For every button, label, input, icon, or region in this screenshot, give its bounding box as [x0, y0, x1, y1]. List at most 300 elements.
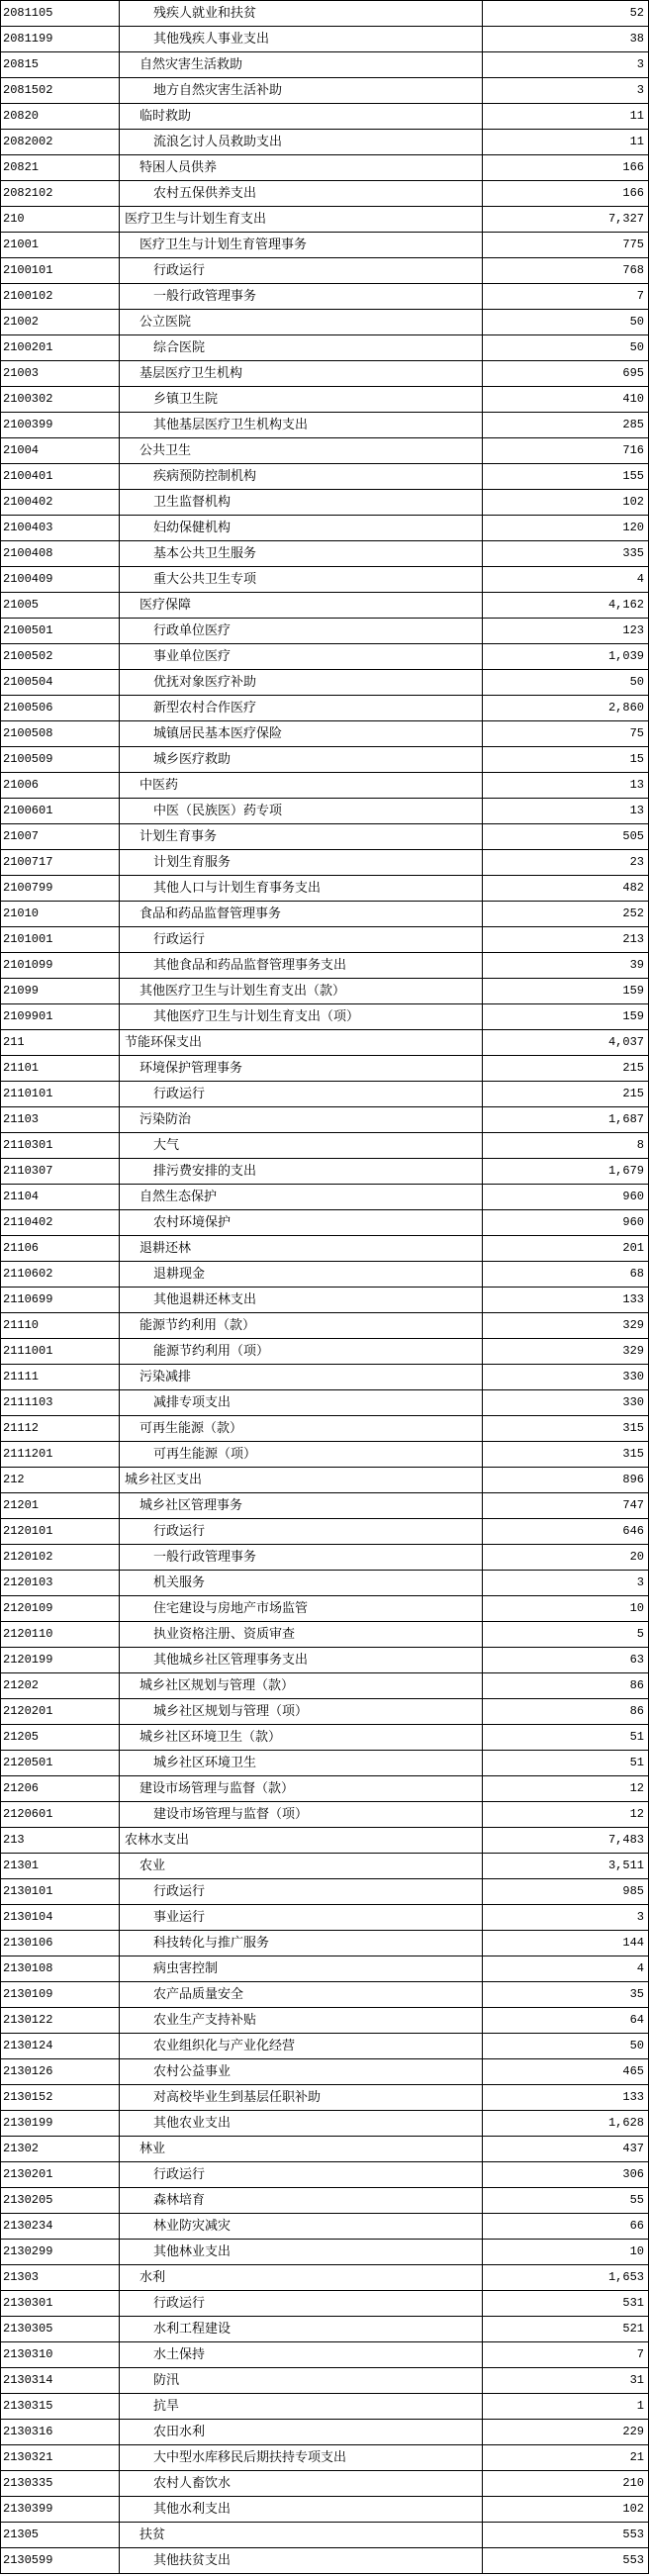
table-row	[0, 696, 649, 721]
table-row	[0, 773, 649, 799]
table-row	[0, 1905, 649, 1931]
row-value: 52	[483, 1, 649, 26]
row-value: 285	[483, 413, 649, 437]
row-value: 329	[483, 1339, 649, 1364]
row-name: 对高校毕业生到基层任职补助	[120, 2085, 483, 2110]
table-row	[0, 824, 649, 850]
row-name: 其他城乡社区管理事务支出	[120, 1648, 483, 1672]
row-code: 213	[0, 1828, 120, 1853]
table-row	[0, 1004, 649, 1030]
row-value: 768	[483, 258, 649, 283]
row-value: 3	[483, 78, 649, 103]
row-code: 21301	[0, 1854, 120, 1878]
row-value: 4,162	[483, 593, 649, 618]
table-row	[0, 2291, 649, 2317]
row-code: 2130599	[0, 2548, 120, 2573]
row-code: 2100409	[0, 567, 120, 592]
row-value: 11	[483, 130, 649, 154]
row-name: 城镇居民基本医疗保险	[120, 721, 483, 746]
row-value: 1,039	[483, 644, 649, 669]
row-name: 病虫害控制	[120, 1956, 483, 1981]
row-name: 农田水利	[120, 2420, 483, 2444]
row-name: 节能环保支出	[120, 1030, 483, 1055]
row-name: 自然生态保护	[120, 1185, 483, 1209]
row-code: 2130310	[0, 2342, 120, 2367]
table-row	[0, 2188, 649, 2214]
row-name: 基本公共卫生服务	[120, 541, 483, 566]
table-row	[0, 2394, 649, 2420]
row-name: 水利	[120, 2265, 483, 2290]
row-name: 其他退耕还林支出	[120, 1288, 483, 1312]
row-code: 2130122	[0, 2008, 120, 2033]
row-code: 2120102	[0, 1545, 120, 1570]
row-code: 2130321	[0, 2445, 120, 2470]
table-row	[0, 2317, 649, 2342]
row-value: 10	[483, 2240, 649, 2264]
row-value: 75	[483, 721, 649, 746]
row-code: 2100717	[0, 850, 120, 875]
row-name: 农业生产支持补贴	[120, 2008, 483, 2033]
row-name: 农业	[120, 1854, 483, 1878]
row-value: 1,628	[483, 2111, 649, 2136]
row-code: 2130199	[0, 2111, 120, 2136]
row-code: 212	[0, 1468, 120, 1492]
row-name: 城乡医疗救助	[120, 747, 483, 772]
row-value: 159	[483, 979, 649, 1003]
table-row	[0, 387, 649, 413]
table-row	[0, 902, 649, 927]
row-code: 21101	[0, 1056, 120, 1081]
row-name: 基层医疗卫生机构	[120, 361, 483, 386]
row-code: 2130101	[0, 1879, 120, 1904]
table-row	[0, 953, 649, 979]
row-code: 2130152	[0, 2085, 120, 2110]
row-code: 2130299	[0, 2240, 120, 2264]
row-code: 21202	[0, 1673, 120, 1698]
row-code: 2081199	[0, 27, 120, 51]
table-row	[0, 52, 649, 78]
row-value: 521	[483, 2317, 649, 2341]
table-row	[0, 1288, 649, 1313]
row-value: 330	[483, 1365, 649, 1389]
row-code: 2110301	[0, 1133, 120, 1158]
table-row	[0, 644, 649, 670]
row-code: 2100408	[0, 541, 120, 566]
table-row	[0, 438, 649, 464]
row-name: 可再生能源（项）	[120, 1442, 483, 1467]
table-row	[0, 1648, 649, 1673]
table-row	[0, 1390, 649, 1416]
row-name: 卫生监督机构	[120, 490, 483, 515]
table-row	[0, 619, 649, 644]
row-value: 51	[483, 1751, 649, 1775]
row-name: 林业	[120, 2137, 483, 2161]
row-value: 201	[483, 1236, 649, 1261]
row-code: 2130301	[0, 2291, 120, 2316]
table-row	[0, 1802, 649, 1828]
row-value: 215	[483, 1056, 649, 1081]
row-value: 123	[483, 619, 649, 643]
row-name: 水土保持	[120, 2342, 483, 2367]
row-value: 315	[483, 1442, 649, 1467]
row-name: 森林培育	[120, 2188, 483, 2213]
table-row	[0, 2034, 649, 2059]
table-row	[0, 2008, 649, 2034]
row-value: 155	[483, 464, 649, 489]
row-name: 计划生育事务	[120, 824, 483, 849]
table-row	[0, 2137, 649, 2162]
row-value: 21	[483, 2445, 649, 2470]
row-name: 退耕现金	[120, 1262, 483, 1287]
row-value: 716	[483, 438, 649, 463]
row-value: 31	[483, 2368, 649, 2393]
row-code: 210	[0, 207, 120, 232]
row-name: 流浪乞讨人员救助支出	[120, 130, 483, 154]
row-name: 残疾人就业和扶贫	[120, 1, 483, 26]
row-name: 防汛	[120, 2368, 483, 2393]
row-code: 2100601	[0, 799, 120, 823]
row-value: 4,037	[483, 1030, 649, 1055]
row-name: 行政运行	[120, 2162, 483, 2187]
row-value: 68	[483, 1262, 649, 1287]
row-name: 行政单位医疗	[120, 619, 483, 643]
table-row	[0, 490, 649, 516]
table-row	[0, 1699, 649, 1725]
table-row	[0, 1622, 649, 1648]
row-name: 特困人员供养	[120, 155, 483, 180]
row-value: 4	[483, 1956, 649, 1981]
row-name: 医疗卫生与计划生育管理事务	[120, 233, 483, 257]
row-code: 21004	[0, 438, 120, 463]
table-row	[0, 464, 649, 490]
row-code: 21005	[0, 593, 120, 618]
row-code: 2120101	[0, 1519, 120, 1544]
row-code: 2101099	[0, 953, 120, 978]
row-name: 农村人畜饮水	[120, 2471, 483, 2496]
table-row	[0, 2111, 649, 2137]
row-value: 55	[483, 2188, 649, 2213]
row-value: 410	[483, 387, 649, 412]
row-name: 重大公共卫生专项	[120, 567, 483, 592]
row-code: 21110	[0, 1313, 120, 1338]
row-name: 一般行政管理事务	[120, 1545, 483, 1570]
row-name: 其他人口与计划生育事务支出	[120, 876, 483, 901]
row-code: 21001	[0, 233, 120, 257]
row-code: 2100403	[0, 516, 120, 540]
table-row	[0, 1879, 649, 1905]
table-row	[0, 233, 649, 258]
table-row	[0, 876, 649, 902]
row-name: 执业资格注册、资质审查	[120, 1622, 483, 1647]
row-code: 21106	[0, 1236, 120, 1261]
table-row	[0, 27, 649, 52]
row-code: 2100302	[0, 387, 120, 412]
row-code: 2100501	[0, 619, 120, 643]
table-row	[0, 181, 649, 207]
row-value: 159	[483, 1004, 649, 1029]
row-name: 其他医疗卫生与计划生育支出（项）	[120, 1004, 483, 1029]
row-code: 2110402	[0, 1210, 120, 1235]
table-row	[0, 1030, 649, 1056]
row-code: 2110699	[0, 1288, 120, 1312]
row-name: 城乡社区支出	[120, 1468, 483, 1492]
table-row	[0, 2085, 649, 2111]
row-value: 10	[483, 1596, 649, 1621]
row-value: 213	[483, 927, 649, 952]
row-value: 1,687	[483, 1107, 649, 1132]
row-name: 环境保护管理事务	[120, 1056, 483, 1081]
table-row	[0, 1828, 649, 1854]
row-name: 农村环境保护	[120, 1210, 483, 1235]
row-code: 2130106	[0, 1931, 120, 1956]
row-value: 66	[483, 2214, 649, 2239]
row-name: 退耕还林	[120, 1236, 483, 1261]
row-name: 自然灾害生活救助	[120, 52, 483, 77]
row-code: 2130399	[0, 2497, 120, 2522]
table-row	[0, 670, 649, 696]
row-code: 2100401	[0, 464, 120, 489]
row-value: 315	[483, 1416, 649, 1441]
row-name: 城乡社区规划与管理（项）	[120, 1699, 483, 1724]
row-code: 2101001	[0, 927, 120, 952]
row-value: 51	[483, 1725, 649, 1750]
row-code: 2081105	[0, 1, 120, 26]
row-name: 其他基层医疗卫生机构支出	[120, 413, 483, 437]
row-value: 12	[483, 1802, 649, 1827]
table-row	[0, 516, 649, 541]
row-value: 482	[483, 876, 649, 901]
table-row	[0, 1107, 649, 1133]
row-name: 污染减排	[120, 1365, 483, 1389]
row-name: 其他医疗卫生与计划生育支出（款）	[120, 979, 483, 1003]
row-value: 50	[483, 335, 649, 360]
row-code: 21112	[0, 1416, 120, 1441]
row-value: 437	[483, 2137, 649, 2161]
row-code: 2130201	[0, 2162, 120, 2187]
row-code: 2110307	[0, 1159, 120, 1184]
row-name: 其他水利支出	[120, 2497, 483, 2522]
row-code: 2130126	[0, 2059, 120, 2084]
row-name: 能源节约利用（项）	[120, 1339, 483, 1364]
row-value: 252	[483, 902, 649, 926]
row-code: 2100102	[0, 284, 120, 309]
row-value: 3	[483, 52, 649, 77]
row-code: 2130205	[0, 2188, 120, 2213]
table-row	[0, 979, 649, 1004]
row-value: 896	[483, 1468, 649, 1492]
row-name: 农林水支出	[120, 1828, 483, 1853]
row-value: 166	[483, 155, 649, 180]
row-code: 21201	[0, 1493, 120, 1518]
row-value: 23	[483, 850, 649, 875]
row-name: 事业运行	[120, 1905, 483, 1930]
row-name: 其他食品和药品监督管理事务支出	[120, 953, 483, 978]
row-code: 2130335	[0, 2471, 120, 2496]
table-row	[0, 1931, 649, 1956]
row-code: 21006	[0, 773, 120, 798]
row-value: 3,511	[483, 1854, 649, 1878]
table-row	[0, 1236, 649, 1262]
row-name: 大气	[120, 1133, 483, 1158]
table-row	[0, 1751, 649, 1776]
row-code: 2100502	[0, 644, 120, 669]
table-row	[0, 1210, 649, 1236]
row-name: 中医（民族医）药专项	[120, 799, 483, 823]
row-name: 临时救助	[120, 104, 483, 129]
table-row	[0, 1519, 649, 1545]
row-name: 建设市场管理与监督（款）	[120, 1776, 483, 1801]
row-code: 2081502	[0, 78, 120, 103]
row-value: 50	[483, 310, 649, 334]
row-name: 扶贫	[120, 2523, 483, 2547]
row-code: 2111103	[0, 1390, 120, 1415]
table-row	[0, 130, 649, 155]
row-name: 一般行政管理事务	[120, 284, 483, 309]
table-row	[0, 2240, 649, 2265]
row-code: 2082102	[0, 181, 120, 206]
table-row	[0, 361, 649, 387]
row-code: 21303	[0, 2265, 120, 2290]
table-row	[0, 2368, 649, 2394]
table-row	[0, 799, 649, 824]
table-row	[0, 1545, 649, 1571]
row-code: 21003	[0, 361, 120, 386]
row-code: 2130109	[0, 1982, 120, 2007]
row-value: 144	[483, 1931, 649, 1956]
table-row	[0, 104, 649, 130]
row-name: 城乡社区环境卫生（款）	[120, 1725, 483, 1750]
row-code: 2111001	[0, 1339, 120, 1364]
table-row	[0, 1185, 649, 1210]
row-value: 13	[483, 773, 649, 798]
table-row	[0, 1596, 649, 1622]
row-value: 330	[483, 1390, 649, 1415]
table-row	[0, 2059, 649, 2085]
row-code: 2120109	[0, 1596, 120, 1621]
row-name: 事业单位医疗	[120, 644, 483, 669]
table-row	[0, 2471, 649, 2497]
table-row	[0, 2265, 649, 2291]
row-name: 其他林业支出	[120, 2240, 483, 2264]
row-value: 8	[483, 1133, 649, 1158]
row-value: 7	[483, 2342, 649, 2367]
table-row	[0, 2214, 649, 2240]
row-name: 优抚对象医疗补助	[120, 670, 483, 695]
row-code: 2100508	[0, 721, 120, 746]
table-row	[0, 1056, 649, 1082]
row-name: 地方自然灾害生活补助	[120, 78, 483, 103]
row-name: 城乡社区规划与管理（款）	[120, 1673, 483, 1698]
table-row	[0, 1133, 649, 1159]
table-row	[0, 1339, 649, 1365]
row-name: 行政运行	[120, 1082, 483, 1106]
table-row	[0, 1, 649, 27]
row-code: 2120110	[0, 1622, 120, 1647]
row-value: 215	[483, 1082, 649, 1106]
row-code: 21104	[0, 1185, 120, 1209]
table-row	[0, 1468, 649, 1493]
row-code: 2120501	[0, 1751, 120, 1775]
row-value: 775	[483, 233, 649, 257]
row-code: 2130104	[0, 1905, 120, 1930]
table-row	[0, 2420, 649, 2445]
table-row	[0, 593, 649, 619]
row-value: 35	[483, 1982, 649, 2007]
row-code: 2100799	[0, 876, 120, 901]
row-code: 2130314	[0, 2368, 120, 2393]
row-name: 行政运行	[120, 258, 483, 283]
row-value: 695	[483, 361, 649, 386]
row-name: 妇幼保健机构	[120, 516, 483, 540]
row-value: 646	[483, 1519, 649, 1544]
row-code: 2100506	[0, 696, 120, 720]
table-row	[0, 927, 649, 953]
row-name: 医疗保障	[120, 593, 483, 618]
row-name: 能源节约利用（款）	[120, 1313, 483, 1338]
row-name: 乡镇卫生院	[120, 387, 483, 412]
table-row	[0, 207, 649, 233]
table-row	[0, 1571, 649, 1596]
row-value: 7,483	[483, 1828, 649, 1853]
row-value: 11	[483, 104, 649, 129]
row-name: 其他残疾人事业支出	[120, 27, 483, 51]
row-name: 行政运行	[120, 2291, 483, 2316]
row-code: 2100504	[0, 670, 120, 695]
table-row	[0, 1262, 649, 1288]
table-row	[0, 335, 649, 361]
row-code: 21305	[0, 2523, 120, 2547]
row-code: 2100402	[0, 490, 120, 515]
table-row	[0, 2162, 649, 2188]
row-value: 86	[483, 1699, 649, 1724]
table-row	[0, 78, 649, 104]
row-value: 747	[483, 1493, 649, 1518]
row-code: 21302	[0, 2137, 120, 2161]
table-row	[0, 850, 649, 876]
row-value: 50	[483, 2034, 649, 2058]
row-code: 21007	[0, 824, 120, 849]
row-code: 21206	[0, 1776, 120, 1801]
row-value: 166	[483, 181, 649, 206]
row-value: 133	[483, 2085, 649, 2110]
row-value: 531	[483, 2291, 649, 2316]
row-value: 38	[483, 27, 649, 51]
row-code: 2082002	[0, 130, 120, 154]
row-name: 疾病预防控制机构	[120, 464, 483, 489]
table-row	[0, 258, 649, 284]
row-name: 公共卫生	[120, 438, 483, 463]
row-value: 553	[483, 2548, 649, 2573]
row-name: 科技转化与推广服务	[120, 1931, 483, 1956]
row-code: 2120199	[0, 1648, 120, 1672]
row-name: 其他农业支出	[120, 2111, 483, 2136]
row-value: 985	[483, 1879, 649, 1904]
row-code: 2100509	[0, 747, 120, 772]
row-code: 2111201	[0, 1442, 120, 1467]
row-value: 335	[483, 541, 649, 566]
table-row	[0, 1365, 649, 1390]
row-value: 102	[483, 490, 649, 515]
table-row	[0, 1442, 649, 1468]
row-value: 505	[483, 824, 649, 849]
row-value: 2,860	[483, 696, 649, 720]
row-name: 其他扶贫支出	[120, 2548, 483, 2573]
row-value: 13	[483, 799, 649, 823]
row-code: 2110602	[0, 1262, 120, 1287]
row-code: 2109901	[0, 1004, 120, 1029]
row-name: 建设市场管理与监督（项）	[120, 1802, 483, 1827]
row-code: 2100399	[0, 413, 120, 437]
